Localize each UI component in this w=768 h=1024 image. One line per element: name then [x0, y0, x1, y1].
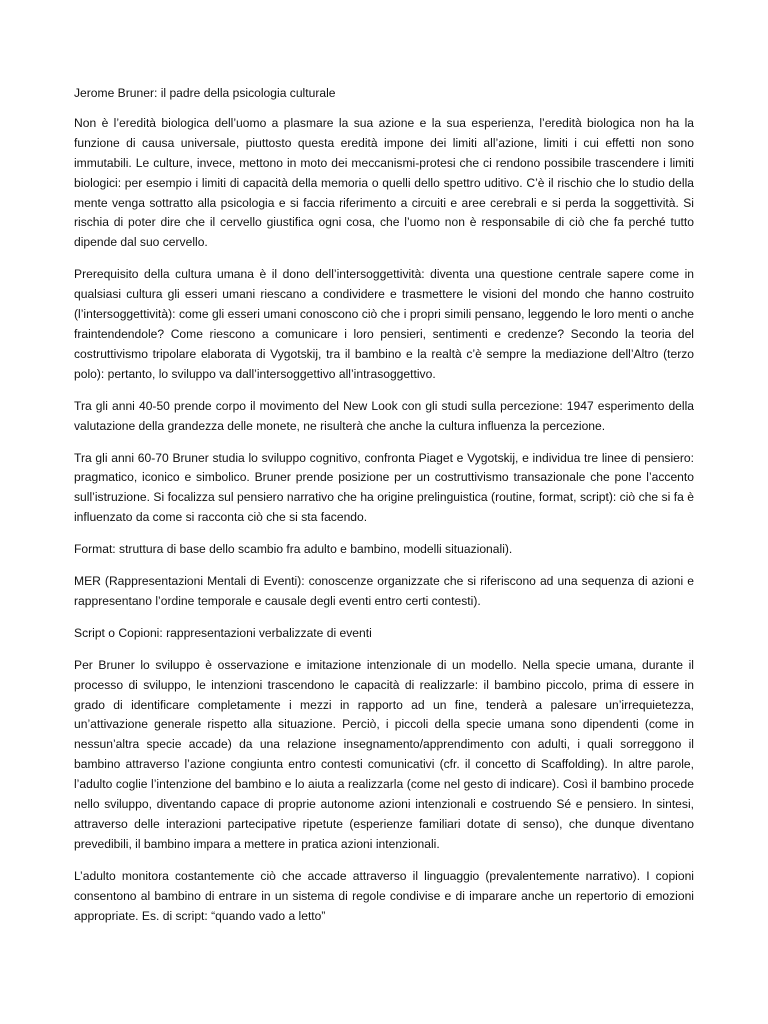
- paragraph-cognitive-development: Tra gli anni 60-70 Bruner studia lo sviluppo cognitivo, confronta Piaget e Vygotskij, e individua tre linee di pensiero: pragmatico, iconico e simbolico. Bruner prende posizione per un costruttivismo transazionale che pone l’accento sull’istruzione. Si focalizza sul pensiero narrativo che ha origine prelinguistica (routine, format, script): ciò che si fa è influenzato da come si racconta ciò che si sta facendo.: [74, 450, 694, 525]
- paragraph-mer: MER (Rappresentazioni Mentali di Eventi): conoscenze organizzate che si riferiscono ad una sequenza di azioni e rappresentano l’ordine temporale e causale degli eventi entro certi contesti).: [74, 574, 694, 608]
- paragraph-script: Script o Copioni: rappresentazioni verbalizzate di eventi: [74, 625, 372, 640]
- paragraph-adult-monitoring: L’adulto monitora costantemente ciò che accade attraverso il linguaggio (prevalentemente narrativo). I copioni consentono al bambino di entrare in un sistema di regole condivise e di imparare anche un repertorio di emozioni appropriate. Es. di script: “quando vado a letto”: [74, 868, 694, 923]
- paragraph-development-imitation: Per Bruner lo sviluppo è osservazione e imitazione intenzionale di un modello. Nella specie umana, durante il processo di sviluppo, le intenzioni trascendono le capacità di realizzarle: il bambino piccolo, prima di essere in grado di identificare completamente i mezzi in rapporto ad un fine, tenderà a palesare un’irrequietezza, un’attivazione generale rispetto alla situazione. Perciò, i piccoli della specie umana sono dipendenti (come in nessun’altra specie accade) da una relazione insegnamento/apprendimento con adulti, i quali sorreggono il bambino attraverso l’azione congiunta entro contesti comunicativi (cfr. il concetto di Scaffolding). In altre parole, l’adulto coglie l’intenzione del bambino e lo aiuta a realizzarla (come nel gesto di indicare). Così il bambino procede nello sviluppo, diventando capace di proprie autonome azioni intenzionali e costruendo Sé e pensiero. In sintesi, attraverso delle interazioni partecipative ripetute (esperienze familiari dotate di senso), che dunque diventano prevedibili, il bambino impara a mettere in pratica azioni intenzionali.: [74, 657, 694, 851]
- paragraph-format: Format: struttura di base dello scambio fra adulto e bambino, modelli situazionali).: [74, 542, 513, 557]
- document-title: Jerome Bruner: il padre della psicologia culturale: [74, 86, 336, 100]
- paragraph-new-look: Tra gli anni 40-50 prende corpo il movimento del New Look con gli studi sulla percezione: 1947 esperimento della valutazione della grandezza delle monete, ne risulterà che anche la cultura influenza la percezione.: [74, 398, 694, 433]
- paragraph-intersubjectivity: Prerequisito della cultura umana è il dono dell’intersoggettività: diventa una questione centrale sapere come in qualsiasi cultura gli esseri umani riescano a condividere e trasmettere le visioni del mondo che hanno costruito (l’intersoggettività): come gli esseri umani conoscono ciò che i propri simili pensano, leggendo le loro menti o anche fraintendendole? Come riescono a comunicare i loro pensieri, sentimenti e credenze? Secondo la teoria del costruttivismo tripolare elaborata di Vygotskij, tra il bambino e la realtà c’è sempre la mediazione dell’Altro (terzo polo): pertanto, lo sviluppo va dall’intersoggettivo all’intrasoggettivo.: [74, 267, 694, 381]
- document-page: [74, 84, 694, 939]
- paragraph-biological-heritage: Non è l’eredità biologica dell’uomo a plasmare la sua azione e la sua esperienza, l’eredità biologica non ha la funzione di causa universale, piuttosto questa eredità impone dei limiti all’azione, limiti i cui effetti non sono immutabili. Le culture, invece, mettono in moto dei meccanismi-protesi che ci rendono possibile trascendere i limiti biologici: per esempio i limiti di capacità della memoria o quelli dello spettro uditivo. C’è il rischio che lo studio della mente venga sottratto alla psicologia e si faccia riferimento a circuiti e aree cerebrali e si perda la soggettività. Si rischia di poter dire che il cervello giustifica ogni cosa, che l’uomo non è responsabile di ciò che fa perché tutto dipende dal suo cervello.: [74, 115, 694, 250]
